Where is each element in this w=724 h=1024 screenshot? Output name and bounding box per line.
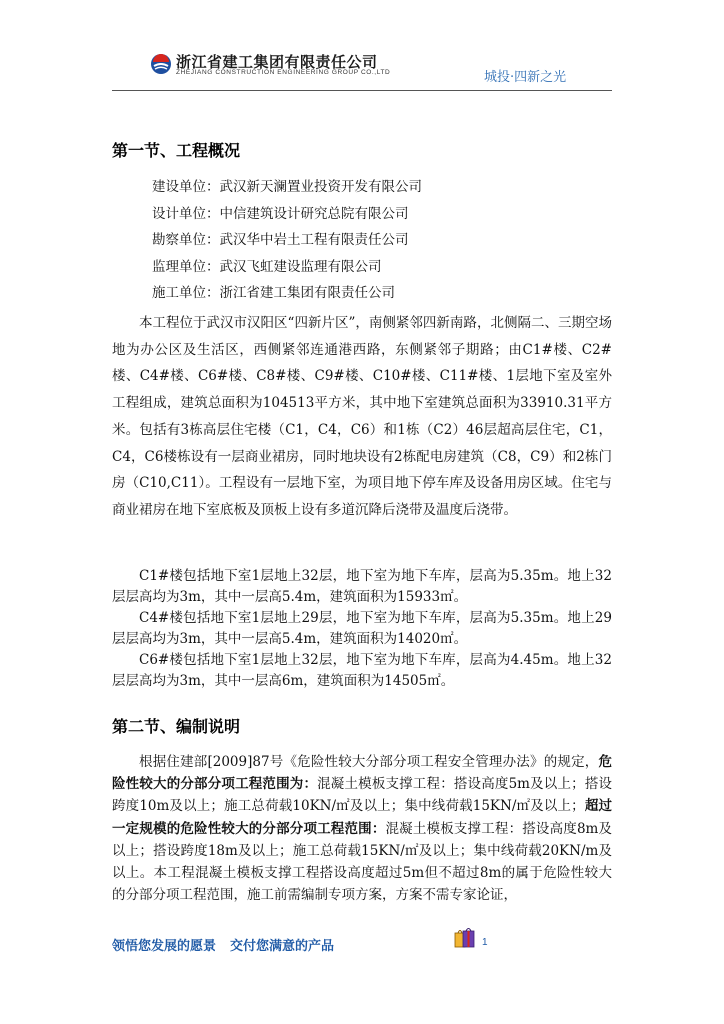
footer-slogan-right: 交付您满意的产品 — [230, 939, 335, 954]
header-slogan: 城投·四新之光 — [484, 70, 567, 85]
company-name-cn: 浙江省建工集团有限责任公司 — [176, 53, 378, 71]
page-number: 1 — [482, 937, 488, 948]
note-bold-scope-2: 超过一定规模的危险性较大的分部分项工程范围： — [112, 798, 613, 837]
note-bold-scope-1: 危险性较大的分部分项工程范围为： — [112, 754, 612, 793]
participant-units-list — [152, 174, 422, 307]
section2-title: 第二节、编制说明 — [112, 717, 241, 736]
footer-slogan-left: 领悟您发展的愿景 — [112, 939, 217, 954]
section1-title: 第一节、工程概况 — [112, 141, 241, 160]
compilation-note-paragraph — [112, 751, 612, 906]
unit-construction-owner: 建设单位：武汉新天澜置业投资开发有限公司 — [152, 179, 422, 195]
unit-contractor: 施工单位：浙江省建工集团有限责任公司 — [152, 285, 395, 301]
unit-designer: 设计单位：中信建筑设计研究总院有限公司 — [152, 205, 409, 222]
note-text-1: 混凝土模板支撑工程：搭设高度5m及以上；搭设跨度10m及以上；施工总荷载10KN/㎡及以上；集中线荷载15KN/㎡及以上； — [112, 776, 613, 815]
gift-bag-icon — [452, 924, 478, 950]
unit-surveyor: 勘察单位：武汉华中岩土工程有限责任公司 — [152, 232, 409, 248]
company-name-en: ZHEJIANG CONSTRUCTION ENGINEERING GROUP CO.,LTD — [176, 69, 391, 76]
building-c4-paragraph: C4#楼包括地下室1层地上29层，地下室为地下车库，层高为5.35m。地上29层层高均为3m，其中一层高5.4m，建筑面积为14020㎡。 — [112, 610, 612, 647]
page-header — [0, 0, 724, 100]
note-text-2: 混凝土模板支撑工程：搭设高度8m及以上；搭设跨度18m及以上；施工总荷载15KN/㎡及以上；集中线荷载20KN/m及以上。本工程混凝土模板支撑工程搭设高度超过5m但不超过8m的属于危险性较大的分部分项工程范围，施工前需编制专项方案，方案不需专家论证， — [112, 820, 613, 904]
building-c1-paragraph: C1#楼包括地下室1层地上32层，地下室为地下车库，层高为5.35m。地上32层层高均为3m，其中一层高5.4m，建筑面积为15933㎡。 — [112, 568, 612, 605]
company-logo-icon — [150, 53, 172, 75]
note-lead-text: 根据住建部[2009]87号《危险性较大分部分项工程安全管理办法》的规定， — [139, 754, 599, 770]
building-c6-paragraph: C6#楼包括地下室1层地上32层，地下室为地下车库，层高为4.45m。地上32层层高均为3m，其中一层高6m，建筑面积为14505㎡。 — [112, 652, 612, 689]
project-overview-paragraph: 本工程位于武汉市汉阳区“四新片区”，南侧紧邻四新南路，北侧隔二、三期空场地为办公区及生活区，西侧紧邻连通港西路，东侧紧邻子期路；由C1#楼、C2#楼、C4#楼、C6#楼、C8#楼、C9#楼、C10#楼、C11#楼、1层地下室及室外工程组成，建筑总面积为104513平方米，其中地下室建筑总面积为33910.31平方米。包括有3栋高层住宅楼（C1，C4，C6）和1栋（C2）46层超高层住宅，C1，C4，C6楼栋设有一层商业裙房，同时地块设有2栋配电房建筑（C8，C9）和2栋门房（C10,C11）。工程设有一层地下室，为项目地下停车库及设备用房区域。住宅与商业裙房在地下室底板及顶板上设有多道沉降后浇带及温度后浇带。 — [112, 315, 612, 518]
footer-slogan — [112, 935, 334, 954]
unit-supervisor: 监理单位：武汉飞虹建设监理有限公司 — [152, 258, 382, 275]
header-divider — [112, 90, 612, 91]
